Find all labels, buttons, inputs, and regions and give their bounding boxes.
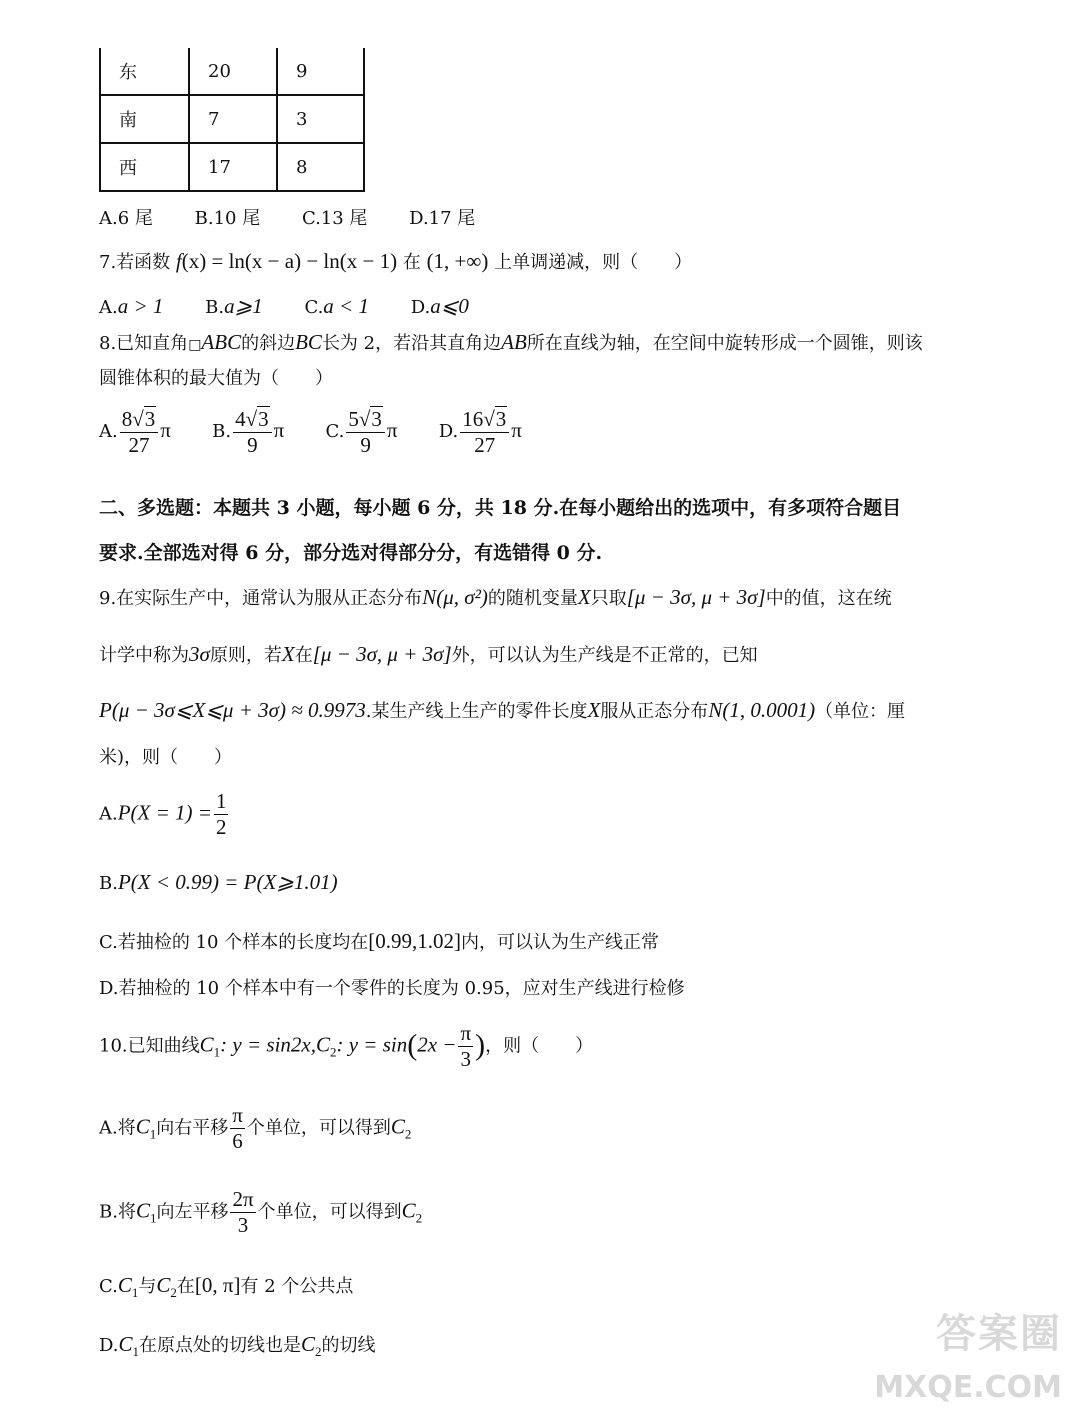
- q6-option-c: C.13 尾: [301, 208, 368, 229]
- q6-options: [99, 204, 475, 230]
- q7-option-b: a⩾1: [224, 294, 263, 318]
- q6-option-d: D.17 尾: [409, 208, 476, 229]
- watermark-logo: 答案圈: [936, 1311, 1062, 1357]
- table-cell: 南: [100, 95, 189, 143]
- q8-stem-line2: 圆锥体积的最大值为（ ）: [99, 368, 333, 389]
- q6-option-a: A.6 尾: [99, 208, 153, 229]
- q8-option-b: B. $\frac{4√3}{9}$ π: [212, 407, 285, 458]
- q9-option-b: B.P(X < 0.99) = P(X⩾1.01): [99, 870, 338, 894]
- watermark-text: MXQE.COM: [874, 1370, 1062, 1405]
- q10-option-a: A.将$C_1$向右平移 $\frac{\pi}{6}$ 个单位，可以得到$C_2$: [99, 1103, 412, 1154]
- q9-stem-line4: 米)，则（ ）: [99, 747, 233, 768]
- q7-option-d: a⩽0: [430, 294, 469, 318]
- q10-option-b: B.将$C_1$向左平移 $\frac{2\pi}{3}$ 个单位，可以得到$C_2$: [99, 1187, 423, 1238]
- missing-glyph-box: □: [188, 337, 202, 353]
- q9-option-a: A.P(X = 1) = $\frac{1}{2}$: [99, 789, 227, 840]
- table-cell: 7: [189, 95, 277, 143]
- table-row: [100, 143, 364, 191]
- section-heading-line2: 要求.全部选对得 6 分，部分选对得部分分，有选错得 0 分.: [99, 542, 603, 564]
- table-cell: 20: [189, 48, 277, 95]
- table-cell: 9: [277, 48, 364, 95]
- q7-interval: (1, +∞): [426, 249, 489, 273]
- sqrt-sign: √: [245, 407, 258, 431]
- q8-options: [99, 408, 522, 457]
- table-cell: 西: [100, 143, 189, 191]
- data-table: [99, 48, 365, 192]
- sqrt-sign: √: [483, 407, 495, 431]
- table-cell: 17: [189, 143, 277, 191]
- section-heading-line1: 二、多选题：本题共 3 小题，每小题 6 分，共 18 分.在每小题给出的选项中，有多项符合题目: [99, 497, 902, 519]
- sqrt-sign: √: [132, 407, 144, 431]
- q10-option-d: $D.C_1$在原点处的切线也是$C_2$的切线: [99, 1332, 376, 1359]
- q10-stem: 10.已知曲线$C_1$: $y = \sin 2x,C_2$: y = sin(2x − $\frac{\pi}{3}$ )，则（ ）: [99, 1021, 594, 1072]
- q9-option-c: C.若抽检的 10 个样本的长度均在[0.99,1.02]内，可以认为生产线正常: [99, 929, 659, 953]
- q8-option-c: C. $\frac{5√3}{9}$ π: [325, 407, 398, 458]
- sqrt-sign: √: [358, 407, 371, 431]
- table-row: [100, 48, 364, 95]
- q7-option-a: a > 1: [117, 294, 164, 318]
- table-cell: 3: [277, 95, 364, 143]
- q8-option-d: D. $\frac{16√3}{27}$ π: [438, 407, 522, 458]
- q7-function: (x) = ln(x − a) − ln(x − 1): [181, 249, 398, 273]
- q8-option-a: A. $\frac{8√3}{27}$ π: [99, 407, 171, 458]
- q6-option-b: B.10 尾: [194, 208, 261, 229]
- table-cell: 8: [277, 143, 364, 191]
- q10-option-c: $C.C_1$与$C_2$在[0, π]有 2 个公共点: [99, 1273, 354, 1300]
- q9-stem-line2: 计学中称为3σ原则，若X在[μ − 3σ, μ + 3σ]外，可以认为生产线是不正常的，已知: [99, 642, 758, 666]
- table-cell: 东: [100, 48, 189, 95]
- q7-options: A.a > 1 B.a⩾1 C.a < 1 D.a⩽0: [99, 294, 469, 318]
- q7-option-c: a < 1: [323, 294, 369, 318]
- q9-stem-line3: P(μ − 3σ⩽X⩽μ + 3σ) ≈ 0.9973.某生产线上生产的零件长度X服从正态分布N(1, 0.0001)（单位：厘: [99, 698, 906, 722]
- q8-stem-line1: 8.已知直角□ABC的斜边BC长为 2，若沿其直角边AB所在直线为轴，在空间中旋转形成一个圆锥，则该: [99, 330, 923, 354]
- q9-stem-line1: 9.在实际生产中，通常认为服从正态分布N(μ, σ²)的随机变量X只取[μ − 3σ, μ + 3σ]中的值，这在统: [99, 585, 892, 609]
- table-row: [100, 95, 364, 143]
- q9-option-d: D.若抽检的 10 个样本中有一个零件的长度为 0.95，应对生产线进行检修: [99, 978, 685, 999]
- q7-stem: 7.若函数 f(x) = ln(x − a) − ln(x − 1) 在 (1, +∞) 上单调递减，则（ ）: [99, 249, 693, 273]
